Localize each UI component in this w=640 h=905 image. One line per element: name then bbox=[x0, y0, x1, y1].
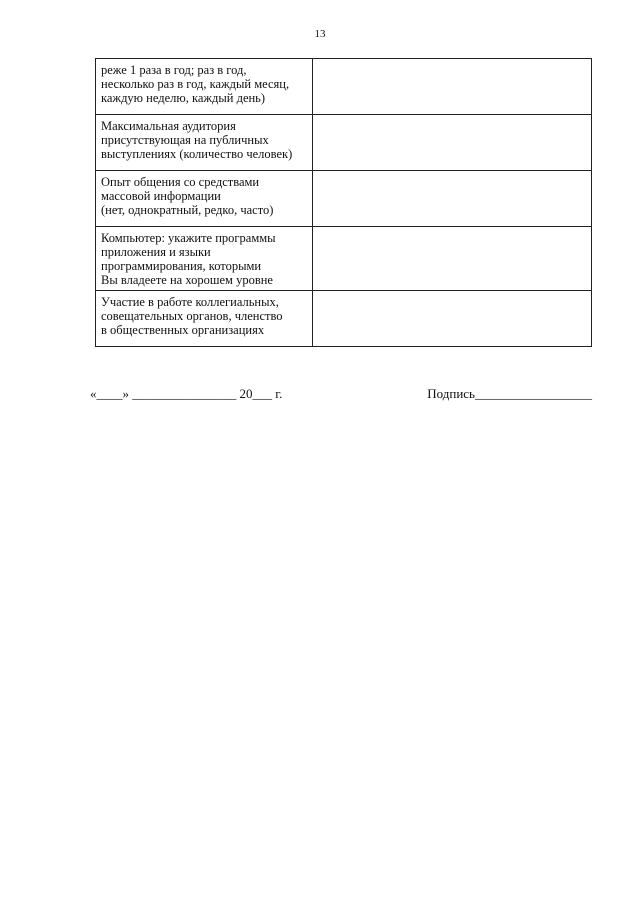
questionnaire-table bbox=[95, 58, 592, 347]
table-row bbox=[96, 291, 592, 347]
row-answer-cell[interactable] bbox=[313, 227, 592, 291]
row-answer-cell[interactable] bbox=[313, 59, 592, 115]
row-label: Участие в работе коллегиальных, совещательных органов, членство в общественных организациях bbox=[96, 291, 313, 347]
table-row bbox=[96, 171, 592, 227]
row-answer-cell[interactable] bbox=[313, 291, 592, 347]
row-label: Максимальная аудитория присутствующая на публичных выступлениях (количество человек) bbox=[96, 115, 313, 171]
table-row bbox=[96, 115, 592, 171]
row-label: Опыт общения со средствами массовой информации (нет, однократный, редко, часто) bbox=[96, 171, 313, 227]
table-row bbox=[96, 227, 592, 291]
row-label: реже 1 раза в год; раз в год, несколько раз в год, каждый месяц, каждую неделю, каждый день) bbox=[96, 59, 313, 115]
row-label: Компьютер: укажите программы приложения и языки программирования, которыми Вы владеете на хорошем уровне bbox=[96, 227, 313, 291]
table-row bbox=[96, 59, 592, 115]
signature-field[interactable]: Подпись__________________ bbox=[427, 386, 592, 401]
footer bbox=[90, 386, 592, 404]
row-answer-cell[interactable] bbox=[313, 171, 592, 227]
row-answer-cell[interactable] bbox=[313, 115, 592, 171]
page-number: 13 bbox=[314, 28, 326, 40]
date-field[interactable]: «____» ________________ 20___ г. bbox=[90, 386, 283, 401]
